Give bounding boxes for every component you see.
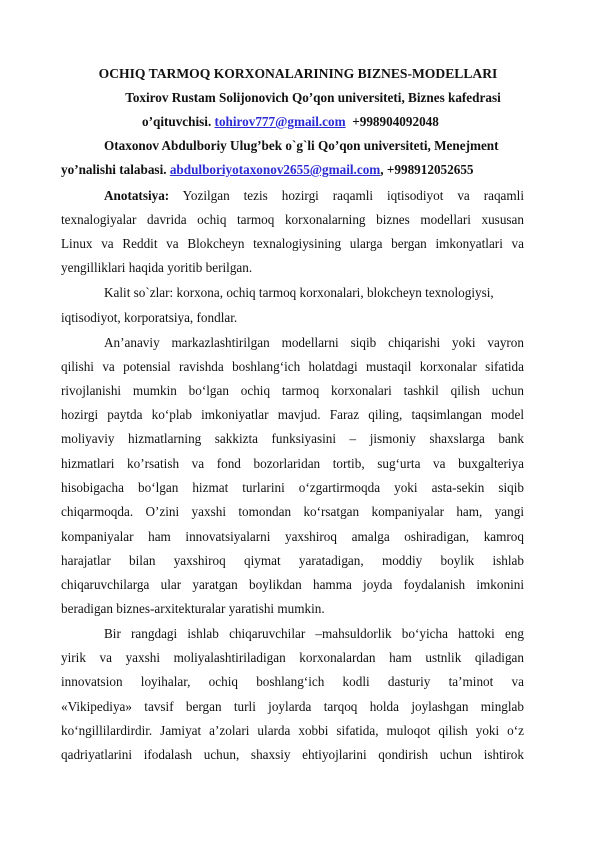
author2-email-link[interactable]: abdulboriyotaxonov2655@gmail.com bbox=[169, 162, 381, 177]
paragraph-line: moliyaviy hizmatlarning sakkizta funksiyasini – jismoniy shaxslarga bank bbox=[61, 431, 524, 446]
abstract-line: yengilliklari haqida yoritib berilgan. bbox=[61, 260, 253, 275]
abstract-label: Anotatsiya: bbox=[104, 188, 170, 203]
abstract-line bbox=[104, 188, 524, 204]
paragraph-line: ko‘ngillilardirdir. Jamiyat a’zolari ularda xobbi sifatida, muloqot qilish yoki o‘z bbox=[61, 723, 524, 738]
paragraph-line: An’anaviy markazlashtirilgan modellarni siqib chiqarishi yoki vayron bbox=[104, 335, 524, 350]
author2-position: yo’nalishi talabasi. bbox=[61, 162, 167, 177]
paragraph-line: rivojlanishi mumkin bo‘lgan ochiq tarmoq korxonalari tashkil qilish uchun bbox=[61, 383, 524, 398]
paragraph-line: hizmatlari ko’rsatish va fond bozorlaridan tortib, sug‘urta va buxgalteriya bbox=[61, 456, 524, 471]
paragraph-line: kompaniyalar ham innovatsiyalarni yaxshiroq amalga oshiradigan, kamroq bbox=[61, 529, 524, 544]
author2-contact bbox=[61, 162, 474, 178]
paper-title: OCHIQ TARMOQ KORXONALARINING BIZNES-MODELLARI bbox=[98, 66, 498, 81]
paragraph-line: Bir rangdagi ishlab chiqaruvchilar –mahsuldorlik bo‘yicha hattoki eng bbox=[104, 626, 524, 641]
abstract-text: Yozilgan tezis hozirgi raqamli iqtisodiyot va raqamli bbox=[182, 188, 524, 203]
paragraph-line: chiqarmoqda. O’zini yaxshi tomondan ko‘rsatgan kompaniyalar ham, yangi bbox=[61, 504, 524, 519]
author1-email-link[interactable]: tohirov777@gmail.com bbox=[214, 114, 346, 129]
paragraph-line: qadriyatlarini ifodalash uchun, shaxsiy ehtiyojlarini qondirish uchun ishtirok bbox=[61, 747, 524, 762]
paragraph-line: innovatsion loyihalar, ochiq boshlang‘ich kodli dasturiy ta’minot va bbox=[61, 674, 524, 689]
author1-affiliation: Toxirov Rustam Solijonovich Qo’qon universiteti, Biznes kafedrasi bbox=[125, 90, 501, 105]
abstract-line: texnalogiyalar davrida ochiq tarmoq korxonalarning biznes modellari xususan bbox=[61, 212, 524, 227]
paragraph-line: harajatlar bilan yaxshiroq qiymat yaratadigan, moddiy boylik ishlab bbox=[61, 553, 524, 568]
author1-phone: +998904092048 bbox=[352, 114, 439, 129]
author2-affiliation: Otaxonov Abdulboriy Ulug’bek o`g`li Qo’qon universiteti, Menejment bbox=[104, 138, 499, 153]
paragraph-line: hisobigacha bo‘lgan hizmat turlarini o‘zgartirmoqda yoki asta-sekin siqib bbox=[61, 480, 524, 495]
keywords-line: Kalit so`zlar: korxona, ochiq tarmoq korxonalari, blokcheyn texnologiysi, bbox=[104, 285, 494, 300]
paragraph-line: «Vikipediya» tavsif bergan turli joylarda tarqoq holda joylashgan minglab bbox=[61, 699, 524, 714]
paragraph-line: qilishi va potensial ravishda boshlang‘ich holatdagi mustaqil korxonalar sifatida bbox=[61, 359, 524, 374]
paragraph-line: yirik va yaxshi moliyalashtiriladigan korxonalardan ham ustnlik qiladigan bbox=[61, 650, 524, 665]
abstract-line: Linux va Reddit va Blokcheyn texnalogiysining ularga bergan imkonyatlari va bbox=[61, 236, 524, 251]
author1-contact bbox=[142, 114, 439, 130]
keywords-line: iqtisodiyot, korporatsiya, fondlar. bbox=[61, 310, 238, 325]
paragraph-line: beradigan biznes-arxitekturalar yaratishi mumkin. bbox=[61, 601, 325, 616]
paragraph-line: chiqaruvchilarga ular yaratgan boylikdan hamma joyda foydalanish imkonini bbox=[61, 577, 524, 592]
author2-phone: , +998912052655 bbox=[380, 162, 474, 177]
paragraph-line: hozirgi paytda ko‘plab imkoniyatlar mavjud. Faraz qiling, taqsimlangan model bbox=[61, 407, 524, 422]
author1-position: o’qituvchisi. bbox=[142, 114, 212, 129]
